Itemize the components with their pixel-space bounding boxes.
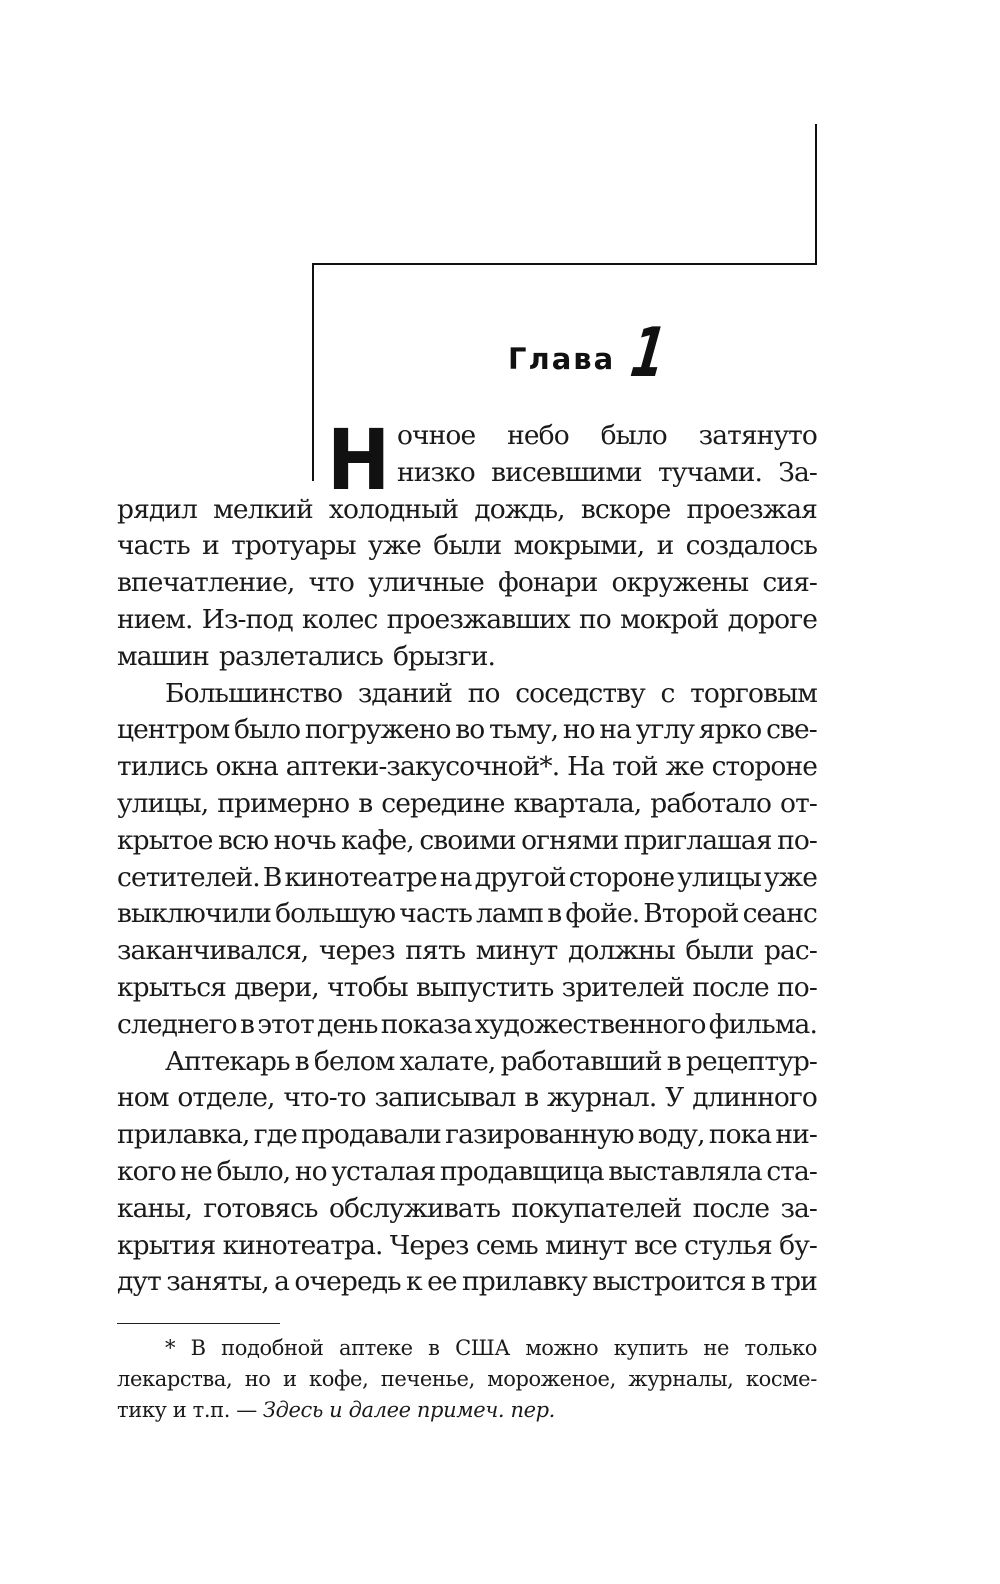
word: США — [455, 1336, 510, 1360]
word: ламп — [475, 898, 544, 930]
text-line — [117, 676, 817, 713]
word: крытое — [117, 824, 213, 856]
word: кофе, — [309, 1367, 369, 1391]
word: разлетались — [218, 640, 383, 672]
word: ее — [427, 1266, 457, 1298]
word: фойе. — [565, 898, 640, 930]
word: центром — [117, 714, 230, 746]
chapter-heading — [508, 314, 675, 393]
word: рядил — [117, 493, 197, 525]
text-line — [117, 639, 817, 676]
word: в — [428, 1336, 440, 1360]
word: можно — [525, 1336, 599, 1360]
word: создалось — [685, 530, 817, 562]
word: тьму, — [488, 714, 559, 746]
word: небо — [507, 420, 569, 451]
word: по- — [777, 971, 817, 1003]
word: выстроится — [592, 1266, 746, 1298]
chapter-number: 1 — [626, 314, 671, 393]
frame-line-right — [815, 124, 817, 265]
word: погружено — [304, 714, 451, 746]
text-line — [117, 823, 817, 860]
text-line — [117, 1007, 817, 1044]
word: дут — [117, 1266, 161, 1298]
word: лекарства, — [117, 1367, 233, 1391]
word: уже — [764, 861, 817, 893]
word: тучами. — [658, 456, 763, 488]
word: мелкий — [213, 493, 313, 525]
word: кинотеатре — [284, 861, 437, 893]
word: и — [656, 530, 674, 562]
word: в — [524, 1082, 539, 1114]
word: часть — [399, 898, 472, 930]
word: тились — [117, 751, 208, 783]
word: крыться — [117, 971, 226, 1003]
word: косме- — [745, 1367, 817, 1391]
text-line — [117, 1228, 817, 1265]
word: крытия — [117, 1229, 216, 1261]
footnote-line — [117, 1395, 817, 1426]
word: журналы, — [628, 1367, 734, 1391]
word: чтобы — [327, 971, 408, 1003]
word: большую — [275, 898, 396, 930]
footnote-plain-text: тику и т.п. — — [117, 1398, 257, 1422]
word: фонари — [498, 567, 598, 599]
word: заканчивался, — [117, 935, 309, 967]
word: В — [262, 861, 282, 893]
word: сеанс — [742, 898, 817, 930]
word: огнями — [521, 824, 619, 856]
word: к — [406, 1266, 422, 1298]
footnote-line — [117, 1333, 817, 1364]
text-line — [117, 860, 817, 897]
word: кафе, — [341, 824, 414, 856]
word: покупателей — [511, 1192, 682, 1224]
word: зданий — [357, 677, 452, 709]
word: продавали — [301, 1119, 441, 1151]
word: купить — [613, 1336, 688, 1360]
word: двери, — [234, 971, 319, 1003]
word: и — [202, 530, 219, 562]
word: только — [744, 1336, 817, 1360]
word: воду, — [637, 1119, 705, 1151]
word: той — [612, 751, 658, 783]
word: дождь, — [474, 493, 565, 525]
word: фильма. — [708, 1008, 817, 1040]
word: часть — [117, 530, 190, 562]
word: где — [253, 1119, 297, 1151]
word: работавший — [500, 1045, 662, 1077]
word: тротуары — [231, 530, 356, 562]
word: пять — [405, 935, 466, 967]
word: что — [308, 567, 354, 599]
word: В — [190, 1336, 206, 1360]
word: минут — [475, 935, 558, 967]
word: низко — [397, 456, 475, 488]
word: окна — [215, 751, 278, 783]
word: должны — [568, 935, 675, 967]
word: не — [703, 1336, 730, 1360]
word: приглашая — [623, 824, 772, 856]
word: минут — [545, 1229, 627, 1261]
word: за- — [780, 1192, 817, 1224]
word: квартала, — [513, 787, 642, 819]
word: обслуживать — [328, 1192, 501, 1224]
word: работало — [650, 787, 772, 819]
word: каны, — [117, 1192, 193, 1224]
word: что-то — [283, 1082, 366, 1114]
word: нием. — [117, 603, 193, 635]
word: рецептур- — [685, 1045, 817, 1077]
word: мокрой — [620, 603, 719, 635]
word: но — [562, 714, 595, 746]
word: но — [294, 1155, 327, 1187]
word: же — [665, 751, 704, 783]
word: впечатление, — [117, 567, 295, 599]
word: все — [634, 1229, 677, 1261]
word: Через — [389, 1229, 469, 1261]
word: све- — [766, 714, 817, 746]
word: в — [666, 1045, 681, 1077]
word: очное — [397, 420, 476, 451]
word: ни- — [775, 1119, 817, 1151]
word: На — [567, 751, 605, 783]
word: по- — [777, 824, 817, 856]
text-line — [117, 1154, 817, 1191]
drop-cap: Н — [327, 411, 391, 509]
word: не — [180, 1155, 212, 1187]
word: рас- — [763, 935, 817, 967]
word: улицы, — [117, 787, 209, 819]
word: день — [317, 1008, 378, 1040]
word: в — [547, 898, 562, 930]
word: кинотеатра. — [222, 1229, 383, 1261]
footnote — [117, 1333, 817, 1426]
word: по — [467, 677, 500, 709]
word: выключили — [117, 898, 272, 930]
text-line — [117, 1117, 817, 1154]
word: в — [358, 787, 373, 819]
text-line — [117, 933, 817, 970]
word: проезжавших — [386, 603, 570, 635]
word: торговым — [690, 677, 817, 709]
text-line — [117, 1044, 817, 1081]
word: были — [433, 530, 502, 562]
word: ярко — [698, 714, 762, 746]
word: заняты, — [166, 1266, 269, 1298]
word: после — [692, 1192, 770, 1224]
word: выпустить — [415, 971, 554, 1003]
word: стороне — [568, 861, 675, 893]
word: белом — [313, 1045, 395, 1077]
word: аптеки-закусочной*. — [285, 751, 560, 783]
text-line — [117, 565, 817, 602]
word: примерно — [217, 787, 350, 819]
word: вскоре — [580, 493, 671, 525]
footnote-line — [117, 1364, 817, 1395]
word: холодный — [328, 493, 459, 525]
word: печенье, — [380, 1367, 475, 1391]
word: в — [294, 1045, 309, 1077]
word: но — [244, 1367, 271, 1391]
text-line — [117, 455, 817, 492]
word: Второй — [643, 898, 739, 930]
word: У — [665, 1082, 684, 1114]
word: продавщица — [439, 1155, 604, 1187]
word: бу- — [779, 1229, 817, 1261]
word: мороженое, — [487, 1367, 616, 1391]
word: уже — [368, 530, 421, 562]
word: прилавку — [462, 1266, 587, 1298]
word: показа — [380, 1008, 472, 1040]
text-line — [117, 712, 817, 749]
word: колес — [302, 603, 378, 635]
word: следнего — [117, 1008, 237, 1040]
word: после — [692, 971, 769, 1003]
word: ста- — [766, 1155, 817, 1187]
word: во — [455, 714, 485, 746]
word: окружены — [611, 567, 749, 599]
word: выставляла — [608, 1155, 762, 1187]
word: и — [282, 1367, 297, 1391]
word: были — [685, 935, 754, 967]
word: от- — [780, 787, 817, 819]
word: всю — [218, 824, 269, 856]
word: три — [770, 1266, 817, 1298]
body-text — [117, 411, 817, 1301]
word: затянуто — [698, 420, 817, 451]
word: мокрыми, — [513, 530, 645, 562]
word: а — [274, 1266, 290, 1298]
word: аптеке — [338, 1336, 413, 1360]
word: газированную — [445, 1119, 634, 1151]
word: проезжая — [686, 493, 817, 525]
word: * — [165, 1336, 176, 1360]
text-line — [117, 602, 817, 639]
text-line — [117, 1191, 817, 1228]
footnote-italic-text: Здесь и далее примеч. пер. — [262, 1398, 555, 1422]
word: длинного — [692, 1082, 817, 1114]
word: в — [239, 1008, 254, 1040]
word: своими — [419, 824, 516, 856]
chapter-word: Глава — [508, 342, 616, 376]
word: висевшими — [491, 456, 642, 488]
word: уличные — [368, 567, 484, 599]
word: кого — [117, 1155, 176, 1187]
word: углу — [635, 714, 695, 746]
text-line — [117, 786, 817, 823]
word: на — [599, 714, 632, 746]
word: За- — [778, 456, 817, 488]
word: подобной — [221, 1336, 324, 1360]
word: ном — [117, 1082, 169, 1114]
word: зрителей — [561, 971, 685, 1003]
frame-line-top — [312, 263, 817, 265]
word: готовясь — [203, 1192, 318, 1224]
word: усталая — [331, 1155, 436, 1187]
word: этот — [257, 1008, 314, 1040]
word: ночь — [273, 824, 336, 856]
word: на — [439, 861, 472, 893]
word: очередь — [294, 1266, 401, 1298]
word: семь — [475, 1229, 538, 1261]
word: в — [750, 1266, 765, 1298]
text-line — [117, 1264, 817, 1301]
word: середине — [381, 787, 505, 819]
word: было — [233, 714, 301, 746]
text-line — [117, 970, 817, 1007]
footnote-rule — [117, 1323, 280, 1324]
word: дороге — [727, 603, 817, 635]
text-line — [117, 418, 817, 455]
word: было, — [216, 1155, 291, 1187]
word: сетителей. — [117, 861, 260, 893]
word: брызги. — [392, 640, 496, 672]
word: отделе, — [177, 1082, 275, 1114]
word: другой — [474, 861, 566, 893]
word: стулья — [684, 1229, 772, 1261]
word: улицы — [677, 861, 761, 893]
text-line — [117, 896, 817, 933]
word: было — [600, 420, 667, 451]
word: художественного — [474, 1008, 706, 1040]
word: соседству — [515, 677, 645, 709]
word: Аптекарь — [165, 1045, 290, 1077]
word: записывал — [374, 1082, 516, 1114]
word: стороне — [711, 751, 817, 783]
word: Большинство — [165, 677, 343, 709]
text-line — [117, 749, 817, 786]
word: сия- — [762, 567, 817, 599]
word: халате, — [399, 1045, 496, 1077]
word: по — [579, 603, 611, 635]
word: Из-под — [201, 603, 293, 635]
text-line — [117, 492, 817, 529]
word: пока — [708, 1119, 772, 1151]
text-line — [117, 1080, 817, 1117]
text-line — [117, 528, 817, 565]
word: прилавка, — [117, 1119, 250, 1151]
word: через — [318, 935, 395, 967]
word: журнал. — [547, 1082, 657, 1114]
word: с — [660, 677, 675, 709]
word: машин — [117, 640, 209, 672]
